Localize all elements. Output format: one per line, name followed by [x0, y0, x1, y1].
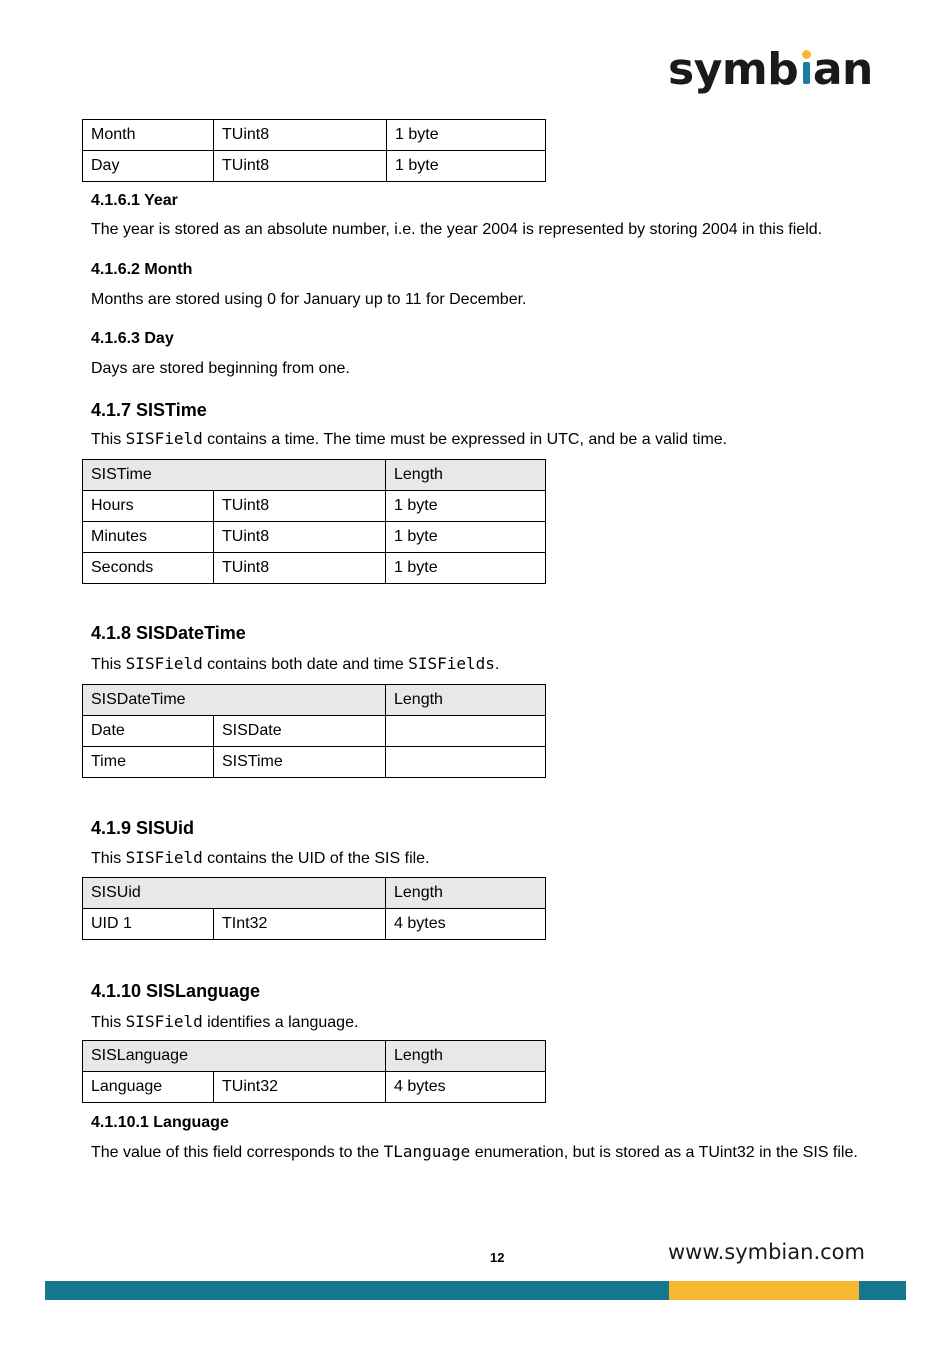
sisdate-table-continued: [82, 119, 546, 182]
section-heading-language: 4.1.10.1 Language: [91, 1114, 229, 1131]
table-cell: TUint32: [214, 1072, 386, 1103]
table-row: [83, 909, 546, 940]
table-header-cell: Length: [386, 1041, 546, 1072]
footer-bar-teal-left: [45, 1281, 669, 1300]
table-cell: UID 1: [83, 909, 214, 940]
paragraph-language: The value of this field corresponds to the TLanguage enumeration, but is stored as a TUint32 in the SIS file.: [91, 1142, 858, 1161]
table-row: [83, 553, 546, 584]
paragraph-sislanguage: This SISField identifies a language.: [91, 1012, 359, 1031]
sisuid-table: [82, 877, 546, 940]
table-row: [83, 151, 546, 182]
table-row: [83, 747, 546, 778]
table-row: [83, 522, 546, 553]
table-header-cell: SISLanguage: [83, 1041, 386, 1072]
website-url: www.symbian.com: [668, 1240, 865, 1264]
table-cell: Minutes: [83, 522, 214, 553]
table-cell: TUint8: [214, 120, 387, 151]
section-heading-sisuid: 4.1.9 SISUid: [91, 818, 195, 838]
logo-i-glyph: [798, 44, 813, 96]
table-header-row: [83, 460, 546, 491]
table-row: [83, 491, 546, 522]
sisdatetime-table: [82, 684, 546, 778]
table-cell: 4 bytes: [386, 1072, 546, 1103]
section-heading-sisdatetime: 4.1.8 SISDateTime: [91, 623, 246, 643]
section-heading-month: 4.1.6.2 Month: [91, 261, 193, 278]
table-cell: Time: [83, 747, 214, 778]
table-cell: 1 byte: [386, 491, 546, 522]
table-header-cell: Length: [386, 878, 546, 909]
table-cell: 4 bytes: [386, 909, 546, 940]
footer-bar-teal-right: [859, 1281, 906, 1300]
table-header-cell: SISTime: [83, 460, 386, 491]
table-cell: Date: [83, 716, 214, 747]
table-cell: Month: [83, 120, 214, 151]
paragraph-month: Months are stored using 0 for January up to 11 for December.: [91, 291, 527, 308]
table-cell: [386, 747, 546, 778]
table-cell: 1 byte: [386, 553, 546, 584]
section-heading-sislanguage: 4.1.10 SISLanguage: [91, 981, 261, 1001]
section-heading-year: 4.1.6.1 Year: [91, 192, 178, 209]
table-header-cell: SISUid: [83, 878, 386, 909]
table-cell: TUint8: [214, 553, 386, 584]
paragraph-sistime: This SISField contains a time. The time must be expressed in UTC, and be a valid time.: [91, 429, 728, 448]
table-cell: 1 byte: [387, 120, 546, 151]
table-header-cell: Length: [386, 685, 546, 716]
table-row: [83, 1072, 546, 1103]
table-cell: Seconds: [83, 553, 214, 584]
table-row: [83, 120, 546, 151]
table-header-cell: Length: [386, 460, 546, 491]
sistime-table: [82, 459, 546, 584]
table-cell: Language: [83, 1072, 214, 1103]
table-cell: SISDate: [214, 716, 386, 747]
table-cell: Hours: [83, 491, 214, 522]
paragraph-day: Days are stored beginning from one.: [91, 360, 350, 377]
paragraph-sisdatetime: This SISField contains both date and time SISFields.: [91, 654, 500, 673]
table-header-row: [83, 878, 546, 909]
table-cell: TUint8: [214, 491, 386, 522]
section-heading-day: 4.1.6.3 Day: [91, 330, 174, 347]
table-cell: TInt32: [214, 909, 386, 940]
paragraph-sisuid: This SISField contains the UID of the SIS file.: [91, 848, 430, 867]
table-header-row: [83, 685, 546, 716]
page-number: 12: [490, 1250, 505, 1265]
table-header-row: [83, 1041, 546, 1072]
footer-bar-yellow: [669, 1281, 859, 1300]
section-heading-sistime: 4.1.7 SISTime: [91, 400, 207, 420]
paragraph-year: The year is stored as an absolute number, i.e. the year 2004 is represented by storing 2004 in this field.: [91, 221, 823, 238]
table-header-cell: SISDateTime: [83, 685, 386, 716]
table-cell: TUint8: [214, 522, 386, 553]
symbian-logo: symb an: [668, 44, 873, 95]
table-cell: [386, 716, 546, 747]
table-cell: Day: [83, 151, 214, 182]
sislanguage-table: [82, 1040, 546, 1103]
table-cell: 1 byte: [386, 522, 546, 553]
table-row: [83, 716, 546, 747]
table-cell: TUint8: [214, 151, 387, 182]
table-cell: 1 byte: [387, 151, 546, 182]
table-cell: SISTime: [214, 747, 386, 778]
